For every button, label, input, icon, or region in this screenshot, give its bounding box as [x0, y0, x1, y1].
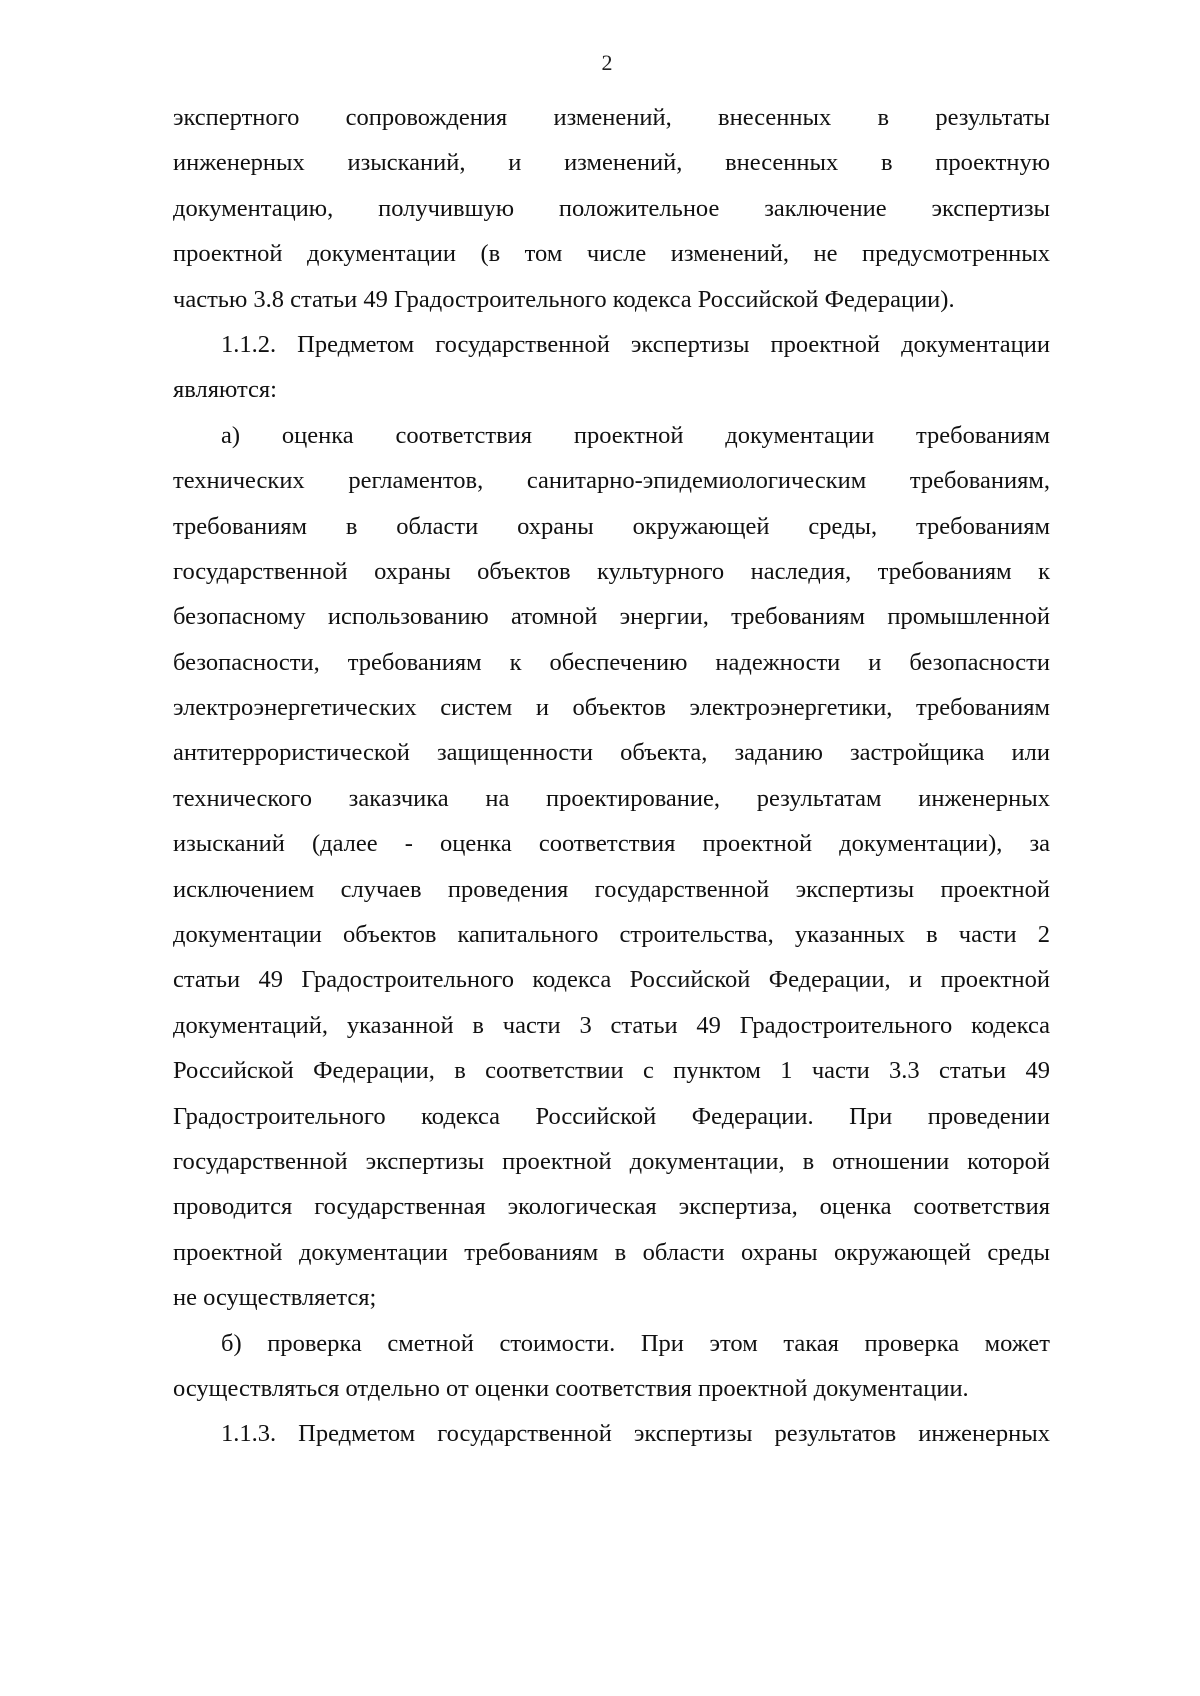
- text-line: б) проверка сметной стоимости. При этом такая проверка может: [221, 1329, 1050, 1357]
- text-line: 1.1.3. Предметом государственной экспертизы результатов инженерных: [221, 1420, 1050, 1448]
- text-line: требованиям в области охраны окружающей среды, требованиям: [173, 512, 1050, 540]
- text-line: являются:: [173, 376, 277, 404]
- text-line: не осуществляется;: [173, 1284, 377, 1312]
- text-line: безопасному использованию атомной энергии, требованиям промышленной: [173, 603, 1050, 631]
- text-line: Градостроительного кодекса Российской Федерации. При проведении: [173, 1102, 1050, 1130]
- text-line: технических регламентов, санитарно-эпидемиологическим требованиям,: [173, 467, 1050, 495]
- text-line: статьи 49 Градостроительного кодекса Российской Федерации, и проектной: [173, 966, 1050, 994]
- text-line: экспертного сопровождения изменений, внесенных в результаты: [173, 104, 1050, 131]
- text-line: проектной документации требованиям в области охраны окружающей среды: [173, 1238, 1050, 1266]
- document-body: [173, 100, 1050, 1462]
- text-line: технического заказчика на проектирование, результатам инженерных: [173, 784, 1050, 812]
- text-line: государственной экспертизы проектной документации, в отношении которой: [173, 1147, 1050, 1175]
- text-line: документацию, получившую положительное заключение экспертизы: [173, 194, 1050, 222]
- text-line: осуществляться отдельно от оценки соответствия проектной документации.: [173, 1374, 969, 1402]
- text-line: проводится государственная экологическая экспертиза, оценка соответствия: [173, 1193, 1050, 1221]
- text-line: электроэнергетических систем и объектов электроэнергетики, требованиям: [173, 694, 1050, 722]
- text-line: документации объектов капитального строительства, указанных в части 2: [173, 921, 1050, 949]
- text-line: а) оценка соответствия проектной документации требованиям: [221, 421, 1050, 449]
- text-line: частью 3.8 статьи 49 Градостроительного кодекса Российской Федерации).: [173, 285, 955, 313]
- text-line: инженерных изысканий, и изменений, внесенных в проектную: [173, 149, 1050, 177]
- text-line: Российской Федерации, в соответствии с пунктом 1 части 3.3 статьи 49: [173, 1057, 1050, 1085]
- text-line: государственной охраны объектов культурного наследия, требованиям к: [173, 557, 1050, 585]
- text-line: безопасности, требованиям к обеспечению надежности и безопасности: [173, 648, 1050, 676]
- text-line: изысканий (далее - оценка соответствия проектной документации), за: [173, 830, 1050, 858]
- text-line: проектной документации (в том числе изменений, не предусмотренных: [173, 240, 1050, 268]
- text-line: антитеррористической защищенности объекта, заданию застройщика или: [173, 739, 1050, 767]
- text-line: документаций, указанной в части 3 статьи 49 Градостроительного кодекса: [173, 1011, 1050, 1039]
- page-number: 2: [601, 50, 613, 75]
- text-line: исключением случаев проведения государственной экспертизы проектной: [173, 875, 1050, 903]
- text-line: 1.1.2. Предметом государственной экспертизы проектной документации: [221, 330, 1050, 358]
